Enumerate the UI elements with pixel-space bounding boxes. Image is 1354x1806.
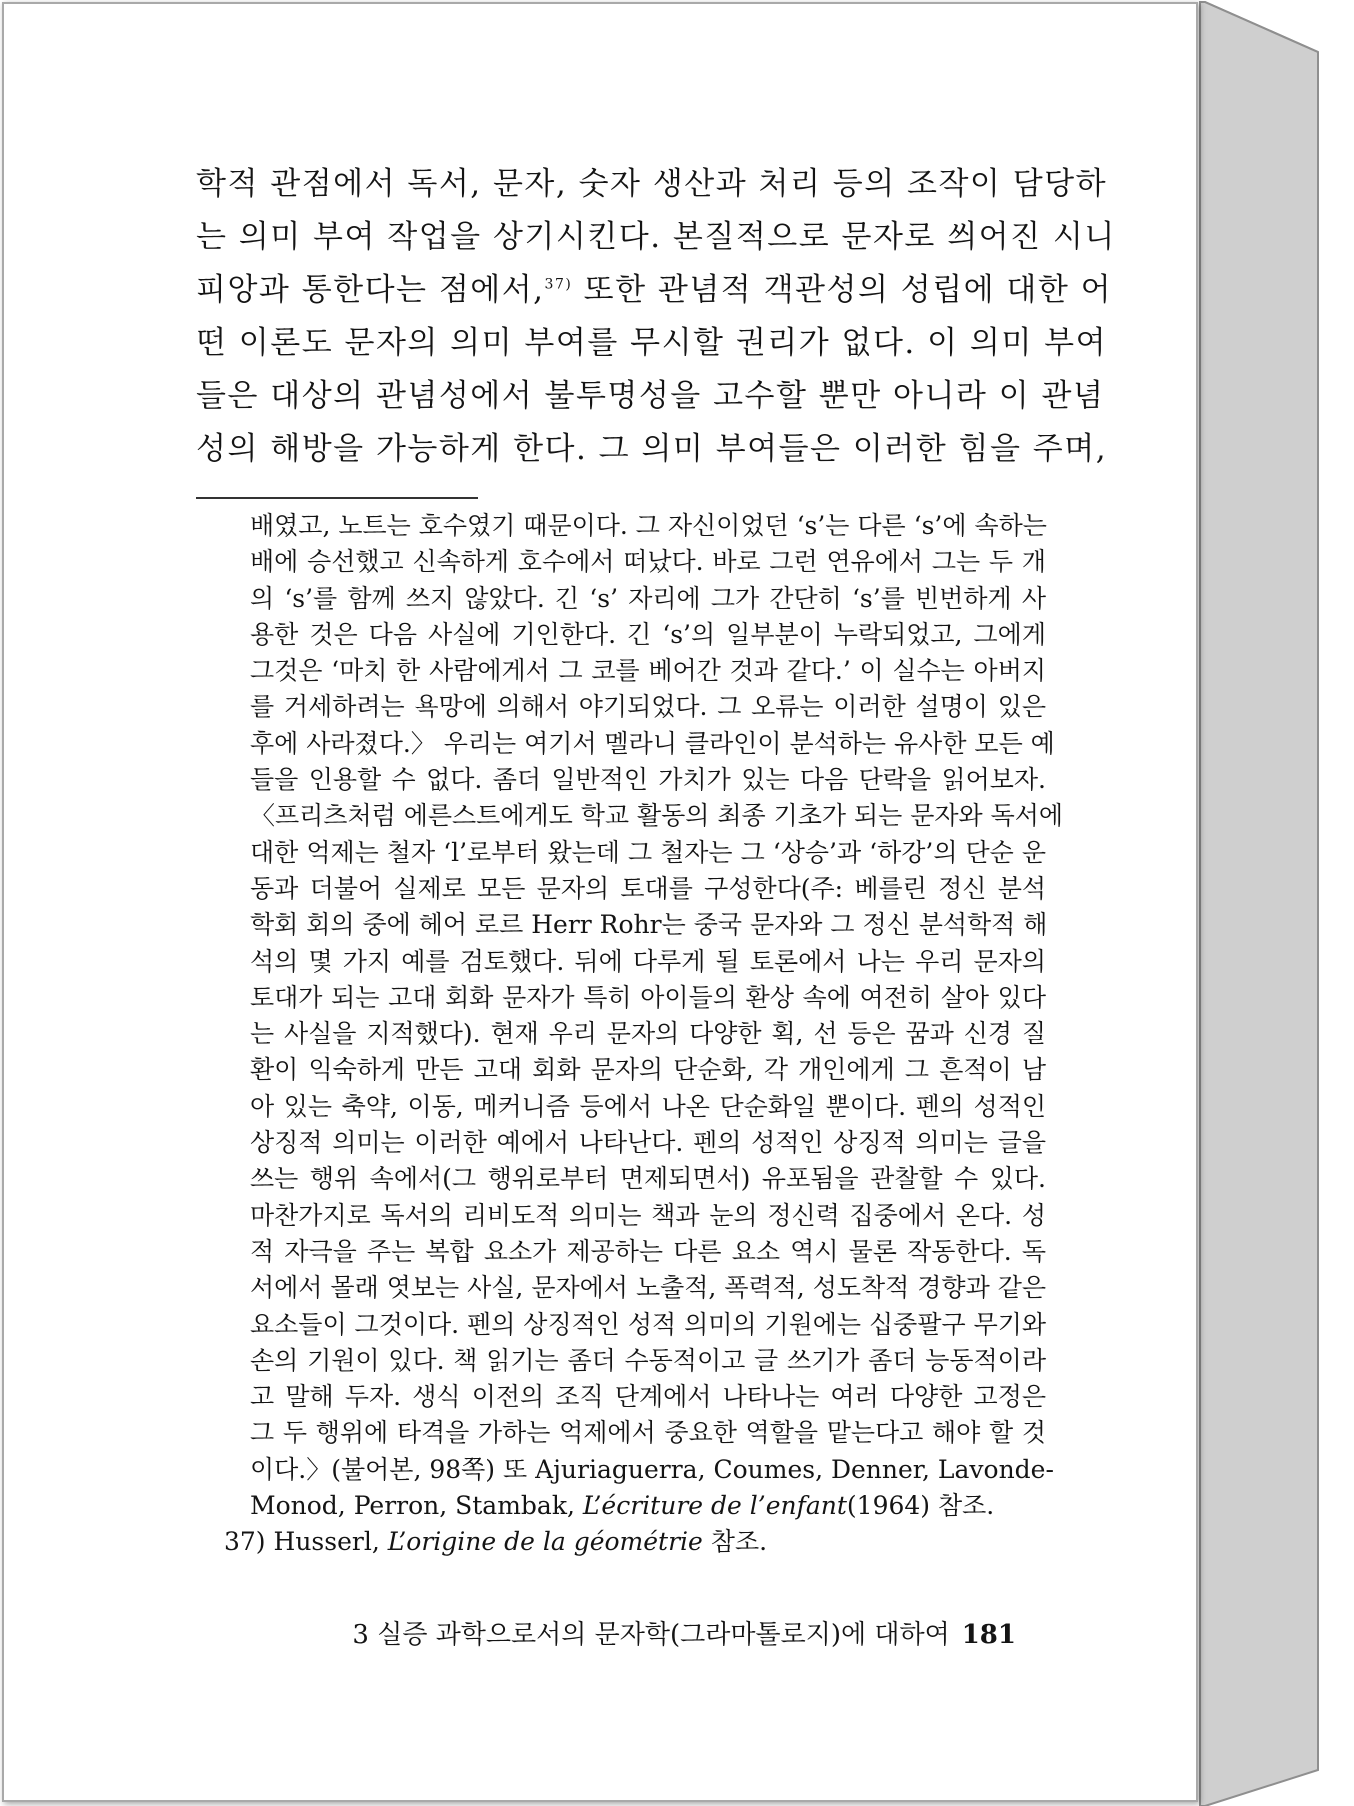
footnote-line: 쓰는 행위 속에서(그 행위로부터 면제되면서) 유포됨을 관찰할 수 있다.	[250, 1164, 1046, 1194]
footnote-line: 아 있는 축약, 이동, 메커니즘 등에서 나온 단순화일 뿐이다. 펜의 성적인	[250, 1091, 1046, 1121]
footnote-line	[196, 1488, 1046, 1524]
page-number: 181	[961, 1620, 1016, 1650]
footnote-37	[196, 1524, 1046, 1560]
footnote-line: 후에 사라졌다.〉 우리는 여기서 멜라니 클라인이 분석하는 유사한 모든 예	[250, 728, 1055, 758]
main-line: 는 의미 부여 작업을 상기시킨다. 본질적으로 문자로 씌어진 시니	[196, 219, 1116, 255]
footnote-line: 배에 승선했고 신속하게 호수에서 떠났다. 바로 그런 연유에서 그는 두 개	[250, 547, 1046, 577]
footnote-text: 참조.	[702, 1527, 768, 1557]
footnote-line: 는 사실을 지적했다). 현재 우리 문자의 다양한 획, 선 등은 꿈과 신경 질	[250, 1019, 1046, 1049]
main-line	[196, 264, 1113, 317]
footnote-line: 그것은 ‘마치 한 사람에게서 그 코를 베어간 것과 같다.’ 이 실수는 아버지	[250, 656, 1046, 686]
main-line-text: 또한 관념적 객관성의 성립에 대한 어	[572, 272, 1113, 308]
footnote-line: 적 자극을 주는 복합 요소가 제공하는 다른 요소 역시 물론 작동한다. 독	[250, 1236, 1046, 1266]
footnote-line: 마찬가지로 독서의 리비도적 의미는 책과 눈의 정신력 집중에서 온다. 성	[250, 1200, 1046, 1230]
footnote-line: 환이 익숙하게 만든 고대 회화 문자의 단순화, 각 개인에게 그 흔적이 남	[250, 1055, 1046, 1085]
book-spine	[1200, 2, 1318, 1806]
footnote-line: 동과 더불어 실제로 모든 문자의 토대를 구성한다(주: 베를린 정신 분석	[250, 873, 1046, 903]
main-text-block	[196, 158, 1116, 476]
footnote-text: (1964) 참조.	[846, 1491, 995, 1521]
footnote-line: 서에서 몰래 엿보는 사실, 문자에서 노출적, 폭력적, 성도착적 경향과 같은	[250, 1273, 1046, 1303]
main-line: 학적 관점에서 독서, 문자, 숫자 생산과 처리 등의 조작이 담당하	[196, 166, 1108, 202]
footnote-line: 용한 것은 다음 사실에 기인한다. 긴 ‘s’의 일부분이 누락되었고, 그에게	[250, 619, 1046, 649]
footnote-line: 토대가 되는 고대 회화 문자가 특히 아이들의 환상 속에 여전히 살아 있다	[250, 982, 1046, 1012]
footnote-line: 배였고, 노트는 호수였기 때문이다. 그 자신이었던 ‘s’는 다른 ‘s’에 속하는	[250, 511, 1047, 540]
book-title: L’écriture de l’enfant	[582, 1491, 847, 1521]
footnote-text: Monod, Perron, Stambak,	[250, 1491, 583, 1521]
footnote-line: 들을 인용할 수 없다. 좀더 일반적인 가치가 있는 다음 단락을 읽어보자.	[250, 765, 1046, 795]
footnote-line: 상징적 의미는 이러한 예에서 나타난다. 펜의 성적인 상징적 의미는 글을	[250, 1128, 1046, 1158]
book-title: L’origine de la géométrie	[387, 1527, 703, 1557]
footnote-line: 손의 기원이 있다. 책 읽기는 좀더 수동적이고 글 쓰기가 좀더 능동적이라	[250, 1345, 1046, 1375]
main-line: 떤 이론도 문자의 의미 부여를 무시할 권리가 없다. 이 의미 부여	[196, 325, 1108, 361]
footnote-text: 37) Husserl,	[224, 1527, 388, 1557]
chapter-title: 3 실증 과학으로서의 문자학(그라마톨로지)에 대하여	[352, 1620, 950, 1650]
footnote-line: 〈프리츠처럼 에른스트에게도 학교 활동의 최종 기초가 되는 문자와 독서에	[250, 801, 1064, 831]
main-line: 들은 대상의 관념성에서 불투명성을 고수할 뿐만 아니라 이 관념	[196, 378, 1105, 414]
footnote-reference: 37)	[544, 276, 573, 293]
main-line-text: 피앙과 통한다는 점에서,	[196, 272, 545, 308]
footnotes	[196, 508, 1064, 1561]
main-line: 성의 해방을 가능하게 한다. 그 의미 부여들은 이러한 힘을 주며,	[196, 431, 1108, 467]
footnote-line: 요소들이 그것이다. 펜의 상징적인 성적 의미의 기원에는 십중팔구 무기와	[250, 1309, 1047, 1339]
footnote-line: 그 두 행위에 타격을 가하는 억제에서 중요한 역할을 맡는다고 해야 할 것	[250, 1418, 1046, 1448]
footnote-line: 의 ‘s’를 함께 쓰지 않았다. 긴 ‘s’ 자리에 그가 간단히 ‘s’를 빈번하게 사	[250, 583, 1046, 613]
footnote-line: 학회 회의 중에 헤어 로르 Herr Rohr는 중국 문자와 그 정신 분석학적 해	[250, 910, 1048, 940]
footnote-line: 석의 몇 가지 예를 검토했다. 뒤에 다루게 될 토론에서 나는 우리 문자의	[250, 946, 1046, 976]
footnote-36-continued	[196, 508, 1064, 1488]
footnote-line: 대한 억제는 철자 ‘l’로부터 왔는데 그 철자는 그 ‘상승’과 ‘하강’의 단순 운	[250, 837, 1046, 867]
main-paragraph	[196, 158, 1116, 476]
running-footer	[0, 1614, 1016, 1651]
footnote-separator	[196, 497, 478, 499]
footnote-line: 이다.〉(불어본, 98쪽) 또 Ajuriaguerra, Coumes, Denner, Lavonde-	[250, 1454, 1054, 1484]
footnote-line: 를 거세하려는 욕망에 의해서 야기되었다. 그 오류는 이러한 설명이 있은	[250, 692, 1046, 722]
footnote-line: 고 말해 두자. 생식 이전의 조직 단계에서 나타나는 여러 다양한 고정은	[250, 1382, 1046, 1412]
